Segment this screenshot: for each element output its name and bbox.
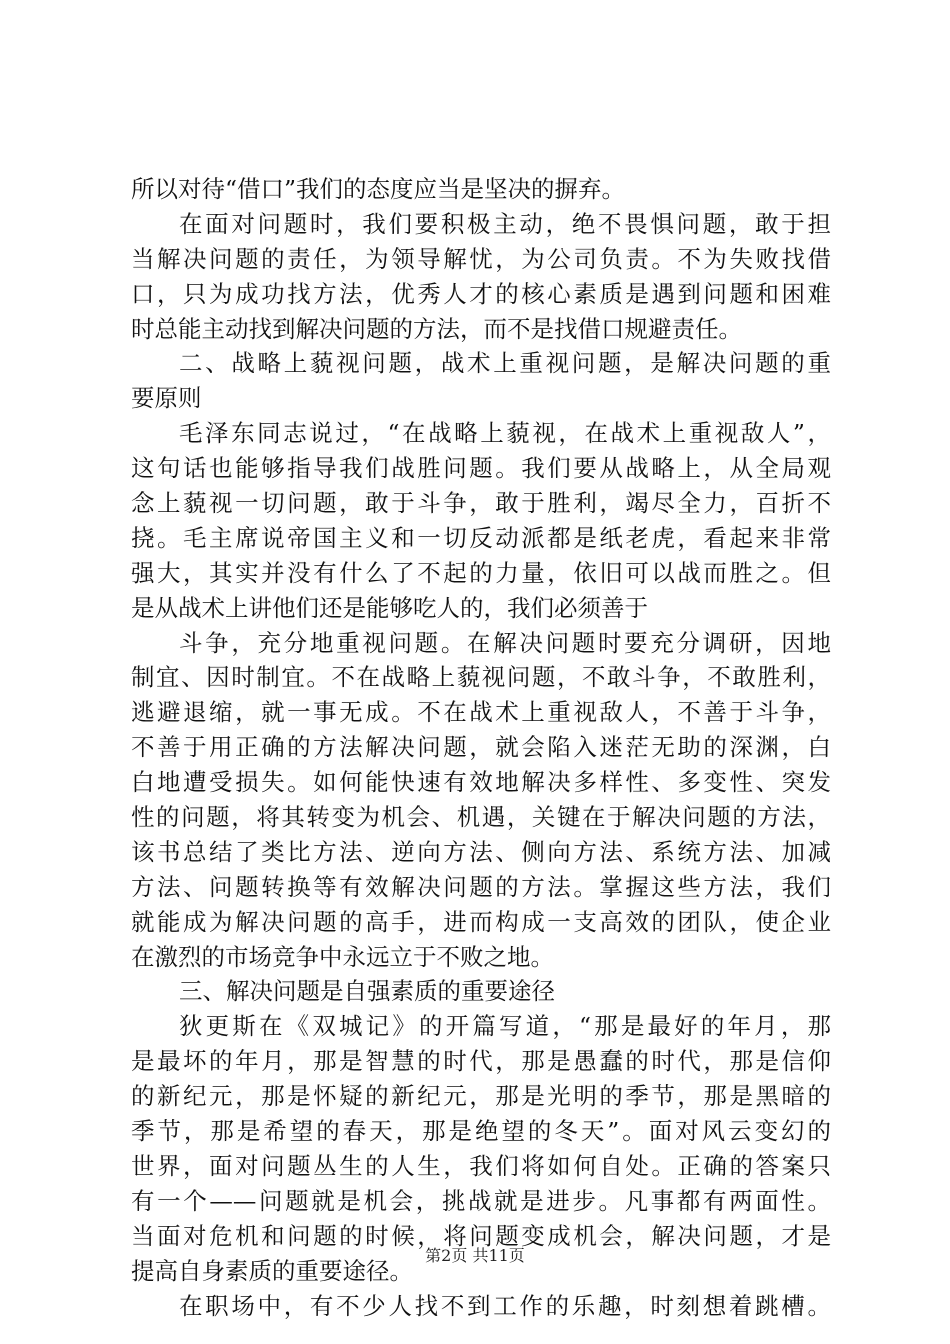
text-line: 是最坏的年月，那是智慧的时代，那是愚蠢的时代，那是信仰 bbox=[131, 1047, 831, 1076]
paragraph-first-line: 毛泽东同志说过，“在战略上藐视，在战术上重视敌人”， bbox=[179, 419, 831, 448]
body-text bbox=[131, 172, 831, 1323]
text-line: 季节，那是希望的春天，那是绝望的冬天”。面对风云变幻的 bbox=[131, 1117, 831, 1146]
section-heading-continued: 要原则 bbox=[131, 384, 202, 413]
text-line: 提高自身素质的重要途径。 bbox=[131, 1256, 413, 1285]
paragraph-first-line: 在面对问题时，我们要积极主动，绝不畏惧问题，敢于担 bbox=[179, 209, 831, 238]
text-line: 在激烈的市场竞争中永远立于不败之地。 bbox=[131, 942, 554, 971]
text-line: 世界，面对问题丛生的人生，我们将如何自处。正确的答案只 bbox=[131, 1151, 831, 1180]
paragraph-first-line: 在职场中，有不少人找不到工作的乐趣，时刻想着跳槽。 bbox=[179, 1291, 831, 1320]
text-line: 的新纪元，那是怀疑的新纪元，那是光明的季节，那是黑暗的 bbox=[131, 1082, 831, 1111]
text-line: 念上藐视一切问题，敢于斗争，敢于胜利，竭尽全力，百折不 bbox=[131, 489, 831, 518]
paragraph-first-line: 狄更斯在《双城记》的开篇写道，“那是最好的年月，那 bbox=[179, 1012, 831, 1041]
text-line: 白地遭受损失。如何能快速有效地解决多样性、多变性、突发 bbox=[131, 768, 831, 797]
text-line: 这句话也能够指导我们战胜问题。我们要从战略上，从全局观 bbox=[131, 454, 831, 483]
text-line: 方法、问题转换等有效解决问题的方法。掌握这些方法，我们 bbox=[131, 872, 831, 901]
text-line: 挠。毛主席说帝国主义和一切反动派都是纸老虎，看起来非常 bbox=[131, 523, 831, 552]
text-line: 不善于用正确的方法解决问题，就会陷入迷茫无助的深渊，白 bbox=[131, 733, 831, 762]
text-line: 性的问题，将其转变为机会、机遇，关键在于解决问题的方法， bbox=[131, 803, 831, 832]
text-line: 是从战术上讲他们还是能够吃人的，我们必须善于 bbox=[131, 593, 648, 622]
section-heading: 二、战略上藐视问题，战术上重视问题，是解决问题的重 bbox=[179, 349, 831, 378]
text-line: 所以对待“借口”我们的态度应当是坚决的摒弃。 bbox=[131, 175, 626, 203]
text-line: 强大，其实并没有什么了不起的力量，依旧可以战而胜之。但 bbox=[131, 558, 831, 587]
section-heading: 三、解决问题是自强素质的重要途径 bbox=[179, 977, 555, 1006]
text-line: 时总能主动找到解决问题的方法，而不是找借口规避责任。 bbox=[131, 314, 742, 343]
page-number-footer: 第2页 共11页 bbox=[425, 1246, 525, 1265]
text-line: 制宜、因时制宜。不在战略上藐视问题，不敢斗争，不敢胜利， bbox=[131, 663, 831, 692]
text-line: 有一个——问题就是机会，挑战就是进步。凡事都有两面性。 bbox=[131, 1186, 831, 1215]
text-line: 该书总结了类比方法、逆向方法、侧向方法、系统方法、加减 bbox=[131, 837, 831, 866]
paragraph-first-line: 斗争，充分地重视问题。在解决问题时要充分调研，因地 bbox=[179, 628, 831, 657]
text-line: 逃避退缩，就一事无成。不在战术上重视敌人，不善于斗争， bbox=[131, 698, 831, 727]
text-line: 口，只为成功找方法，优秀人才的核心素质是遇到问题和困难 bbox=[131, 279, 831, 308]
text-line: 当面对危机和问题的时候，将问题变成机会，解决问题，才是 bbox=[131, 1221, 831, 1250]
text-line: 就能成为解决问题的高手，进而构成一支高效的团队，使企业 bbox=[131, 907, 831, 936]
text-line: 当解决问题的责任，为领导解忧，为公司负责。不为失败找借 bbox=[131, 244, 831, 273]
